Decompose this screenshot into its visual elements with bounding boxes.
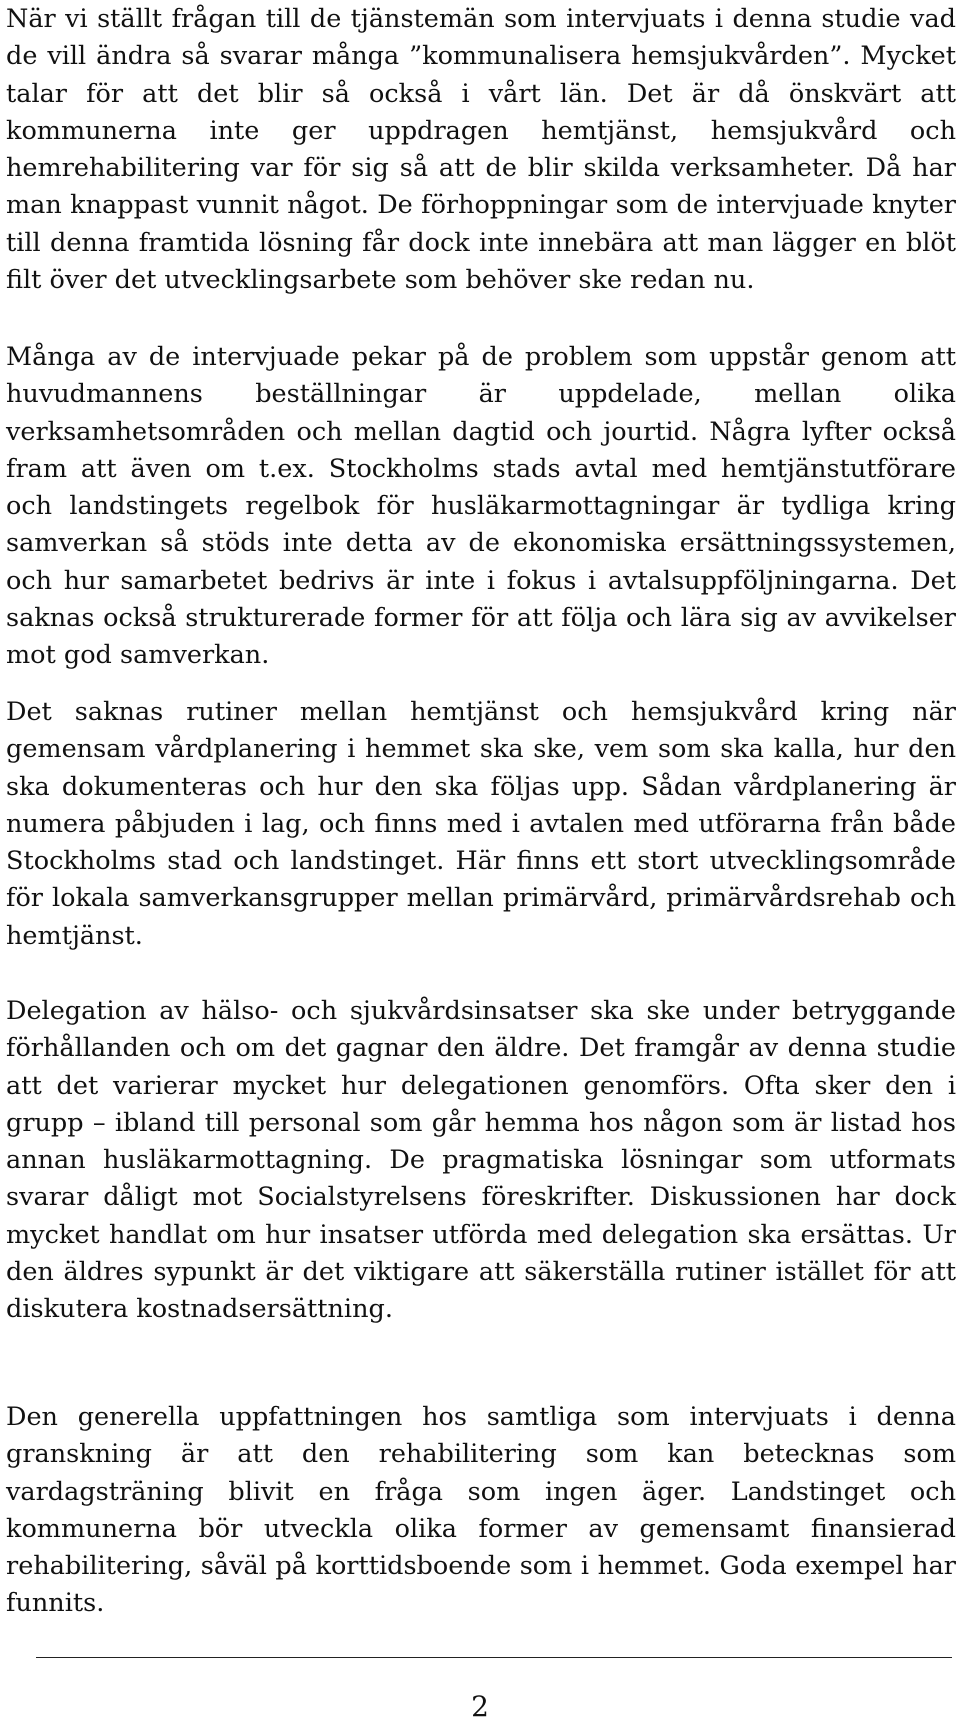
paragraph-3: Det saknas rutiner mellan hemtjänst och hemsjukvård kring när gemensam vårdplanering i hemmet ska ske, vem som ska kalla, hur den ska dokumenteras och hur den ska följas upp. Sådan vårdplanering är numera påbjuden i lag, och finns med i avtalen med utförarna från både Stockholms stad och landstinget. Här finns ett stort utvecklingsområde för lokala samverkansgrupper mellan primärvård, primärvårdsrehab och hemtjänst. [6, 697, 956, 951]
page-number: 2 [471, 1690, 489, 1723]
paragraph-1: När vi ställt frågan till de tjänstemän som intervjuats i denna studie vad de vill ändra så svarar många ”kommunalisera hemsjukvården”. Mycket talar för att det blir så också i vårt län. Det är då önskvärt att kommunerna inte ger uppdragen hemtjänst, hemsjukvård och hemrehabilitering var för sig så att de blir skilda verksamheter. Då har man knappast vunnit något. De förhoppningar som de intervjuade knyter till denna framtida lösning får dock inte innebära att man lägger en blöt filt över det utvecklingsarbete som behöver ske redan nu. [6, 4, 956, 296]
paragraph-4: Delegation av hälso- och sjukvårdsinsatser ska ske under betryggande förhållanden och om det gagnar den äldre. Det framgår av denna studie att det varierar mycket hur delegationen genomförs. Ofta sker den i grupp – ibland till personal som går hemma hos någon som är listad hos annan husläkarmottagning. De pragmatiska lösningar som utformats svarar dåligt mot Socialstyrelsens föreskrifter. Diskussionen har dock mycket handlat om hur insatser utförda med delegation ska ersättas. Ur den äldres sypunkt är det viktigare att säkerställa rutiner istället för att diskutera kostnadsersättning. [6, 996, 956, 1325]
footer-divider [36, 1657, 952, 1658]
paragraph-5: Den generella uppfattningen hos samtliga som intervjuats i denna granskning är att den rehabilitering som kan betecknas som vardagsträning blivit en fråga som ingen äger. Landstinget och kommunerna bör utveckla olika former av gemensamt finansierad rehabilitering, såväl på korttidsboende som i hemmet. Goda exempel har funnits. [6, 1402, 956, 1619]
paragraph-2: Många av de intervjuade pekar på de problem som uppstår genom att huvudmannens beställningar är uppdelade, mellan olika verksamhetsområden och mellan dagtid och jourtid. Några lyfter också fram att även om t.ex. Stockholms stads avtal med hemtjänstutförare och landstingets regelbok för husläkarmottagningar är tydliga kring samverkan så stöds inte detta av de ekonomiska ersättningssystemen, och hur samarbetet bedrivs är inte i fokus i avtalsuppföljningarna. Det saknas också strukturerade former för att följa och lära sig av avvikelser mot god samverkan. [6, 342, 956, 671]
